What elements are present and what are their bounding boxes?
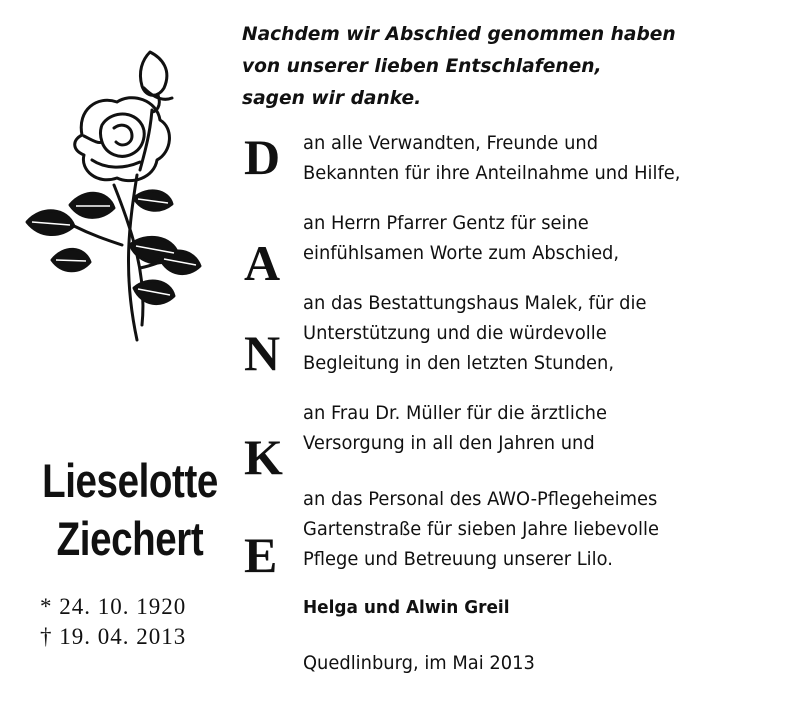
birth-date: * 24. 10. 1920 xyxy=(40,594,187,619)
death-date: † 19. 04. 2013 xyxy=(40,624,187,649)
heading-line-2: von unserer lieben Entschlafenen, xyxy=(242,55,602,77)
deceased-last-name: Ziechert xyxy=(56,512,204,565)
thanks-line: an Herrn Pfarrer Gentz für seine xyxy=(303,212,589,234)
danke-letter-k: K xyxy=(244,429,283,485)
heading-line-3: sagen wir danke. xyxy=(242,87,422,109)
thanks-line: Unterstützung und die würdevolle xyxy=(303,322,607,344)
thanks-line: Pflege und Betreuung unserer Lilo. xyxy=(303,548,613,570)
danke-letter-d: D xyxy=(244,129,281,185)
place-date: Quedlinburg, im Mai 2013 xyxy=(303,652,535,674)
thanks-line: an das Bestattungshaus Malek, für die xyxy=(303,292,647,314)
thanks-paragraph-2 xyxy=(303,208,754,268)
thanks-paragraph-1 xyxy=(303,128,754,188)
deceased-name xyxy=(23,452,236,568)
life-dates xyxy=(40,592,230,652)
danke-letter-n: N xyxy=(244,325,281,381)
thanks-line: Versorgung in all den Jahren und xyxy=(303,432,595,454)
danke-letter-a: A xyxy=(244,235,281,291)
thanks-paragraph-5 xyxy=(303,484,754,574)
thanks-line: Bekannten für ihre Anteilnahme und Hilfe, xyxy=(303,162,681,184)
deceased-first-name: Lieselotte xyxy=(42,454,218,507)
danke-letter-e: E xyxy=(244,527,278,583)
rose-icon xyxy=(22,40,212,350)
heading xyxy=(242,18,752,114)
thanks-line: an Frau Dr. Müller für die ärztliche xyxy=(303,402,607,424)
thanks-line: einfühlsamen Worte zum Abschied, xyxy=(303,242,620,264)
thanks-line: Begleitung in den letzten Stunden, xyxy=(303,352,615,374)
heading-line-1: Nachdem wir Abschied genommen haben xyxy=(242,23,676,45)
thanks-line: Gartenstraße für sieben Jahre liebevolle xyxy=(303,518,659,540)
thanks-paragraph-3 xyxy=(303,288,754,378)
signature: Helga und Alwin Greil xyxy=(303,597,510,618)
thanks-paragraph-4 xyxy=(303,398,754,458)
thanks-line: an alle Verwandten, Freunde und xyxy=(303,132,599,154)
thanks-line: an das Personal des AWO-Pflegeheimes xyxy=(303,488,658,510)
